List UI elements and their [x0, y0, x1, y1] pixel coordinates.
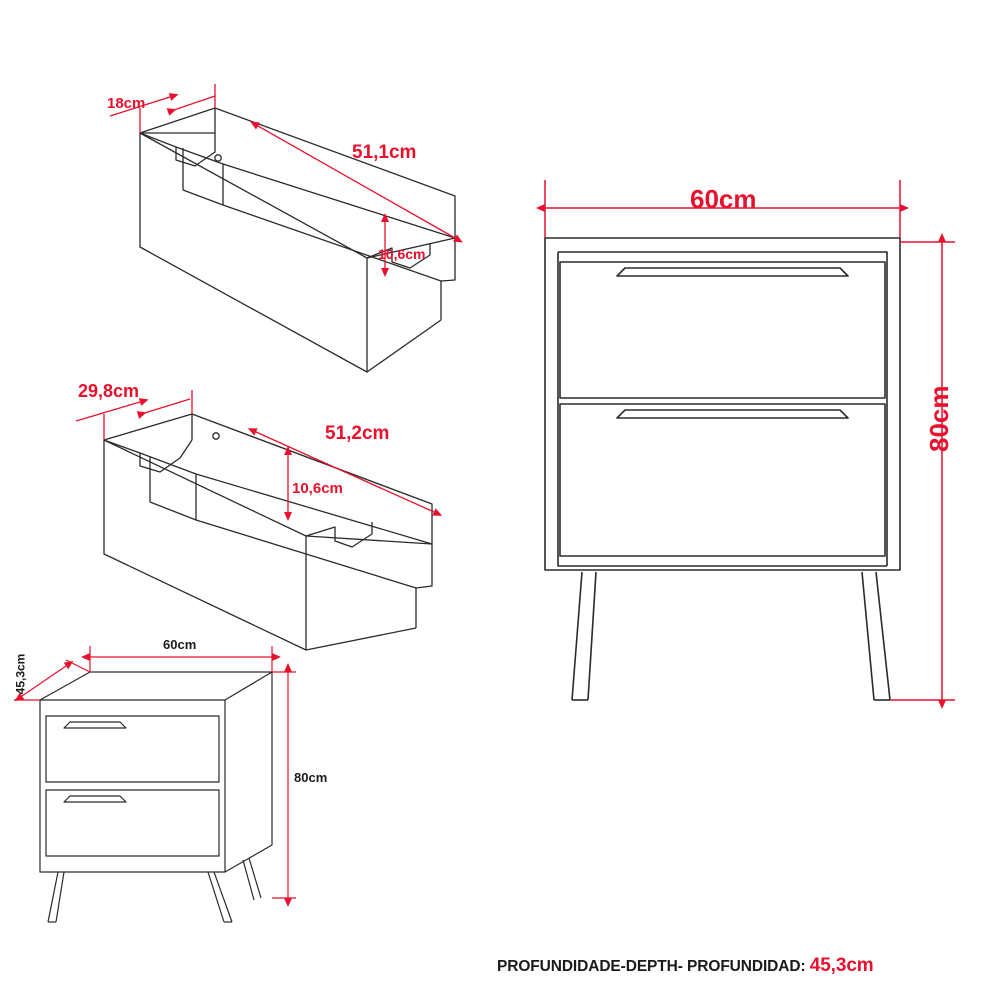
dim-label-small-drawer-width: 51,1cm [352, 142, 417, 163]
dim-label-iso-width: 60cm [163, 637, 197, 652]
view-cabinet-front [545, 238, 900, 700]
dim-label-small-drawer-height: 10,6cm [378, 246, 426, 262]
dim-label-large-drawer-depth: 29,8cm [78, 381, 140, 401]
dim-label-small-drawer-depth: 18cm [107, 95, 146, 112]
dim-iso-height [272, 672, 296, 898]
dim-label-iso-height: 80cm [294, 770, 328, 785]
depth-caption-value: 45,3cm [809, 955, 874, 976]
view-large-drawer [104, 414, 432, 650]
dim-label-large-drawer-width: 51,2cm [325, 423, 390, 444]
dim-label-large-drawer-height: 10,6cm [292, 480, 343, 497]
dim-label-iso-depth: 45,3cm [13, 653, 28, 695]
depth-caption-text: PROFUNDIDADE-DEPTH- PROFUNDIDAD: [497, 958, 806, 975]
depth-caption-row [497, 955, 874, 977]
dim-label-front-width: 60cm [690, 184, 757, 214]
view-cabinet-iso [40, 672, 272, 922]
dim-label-front-height: 80cm [924, 385, 954, 452]
